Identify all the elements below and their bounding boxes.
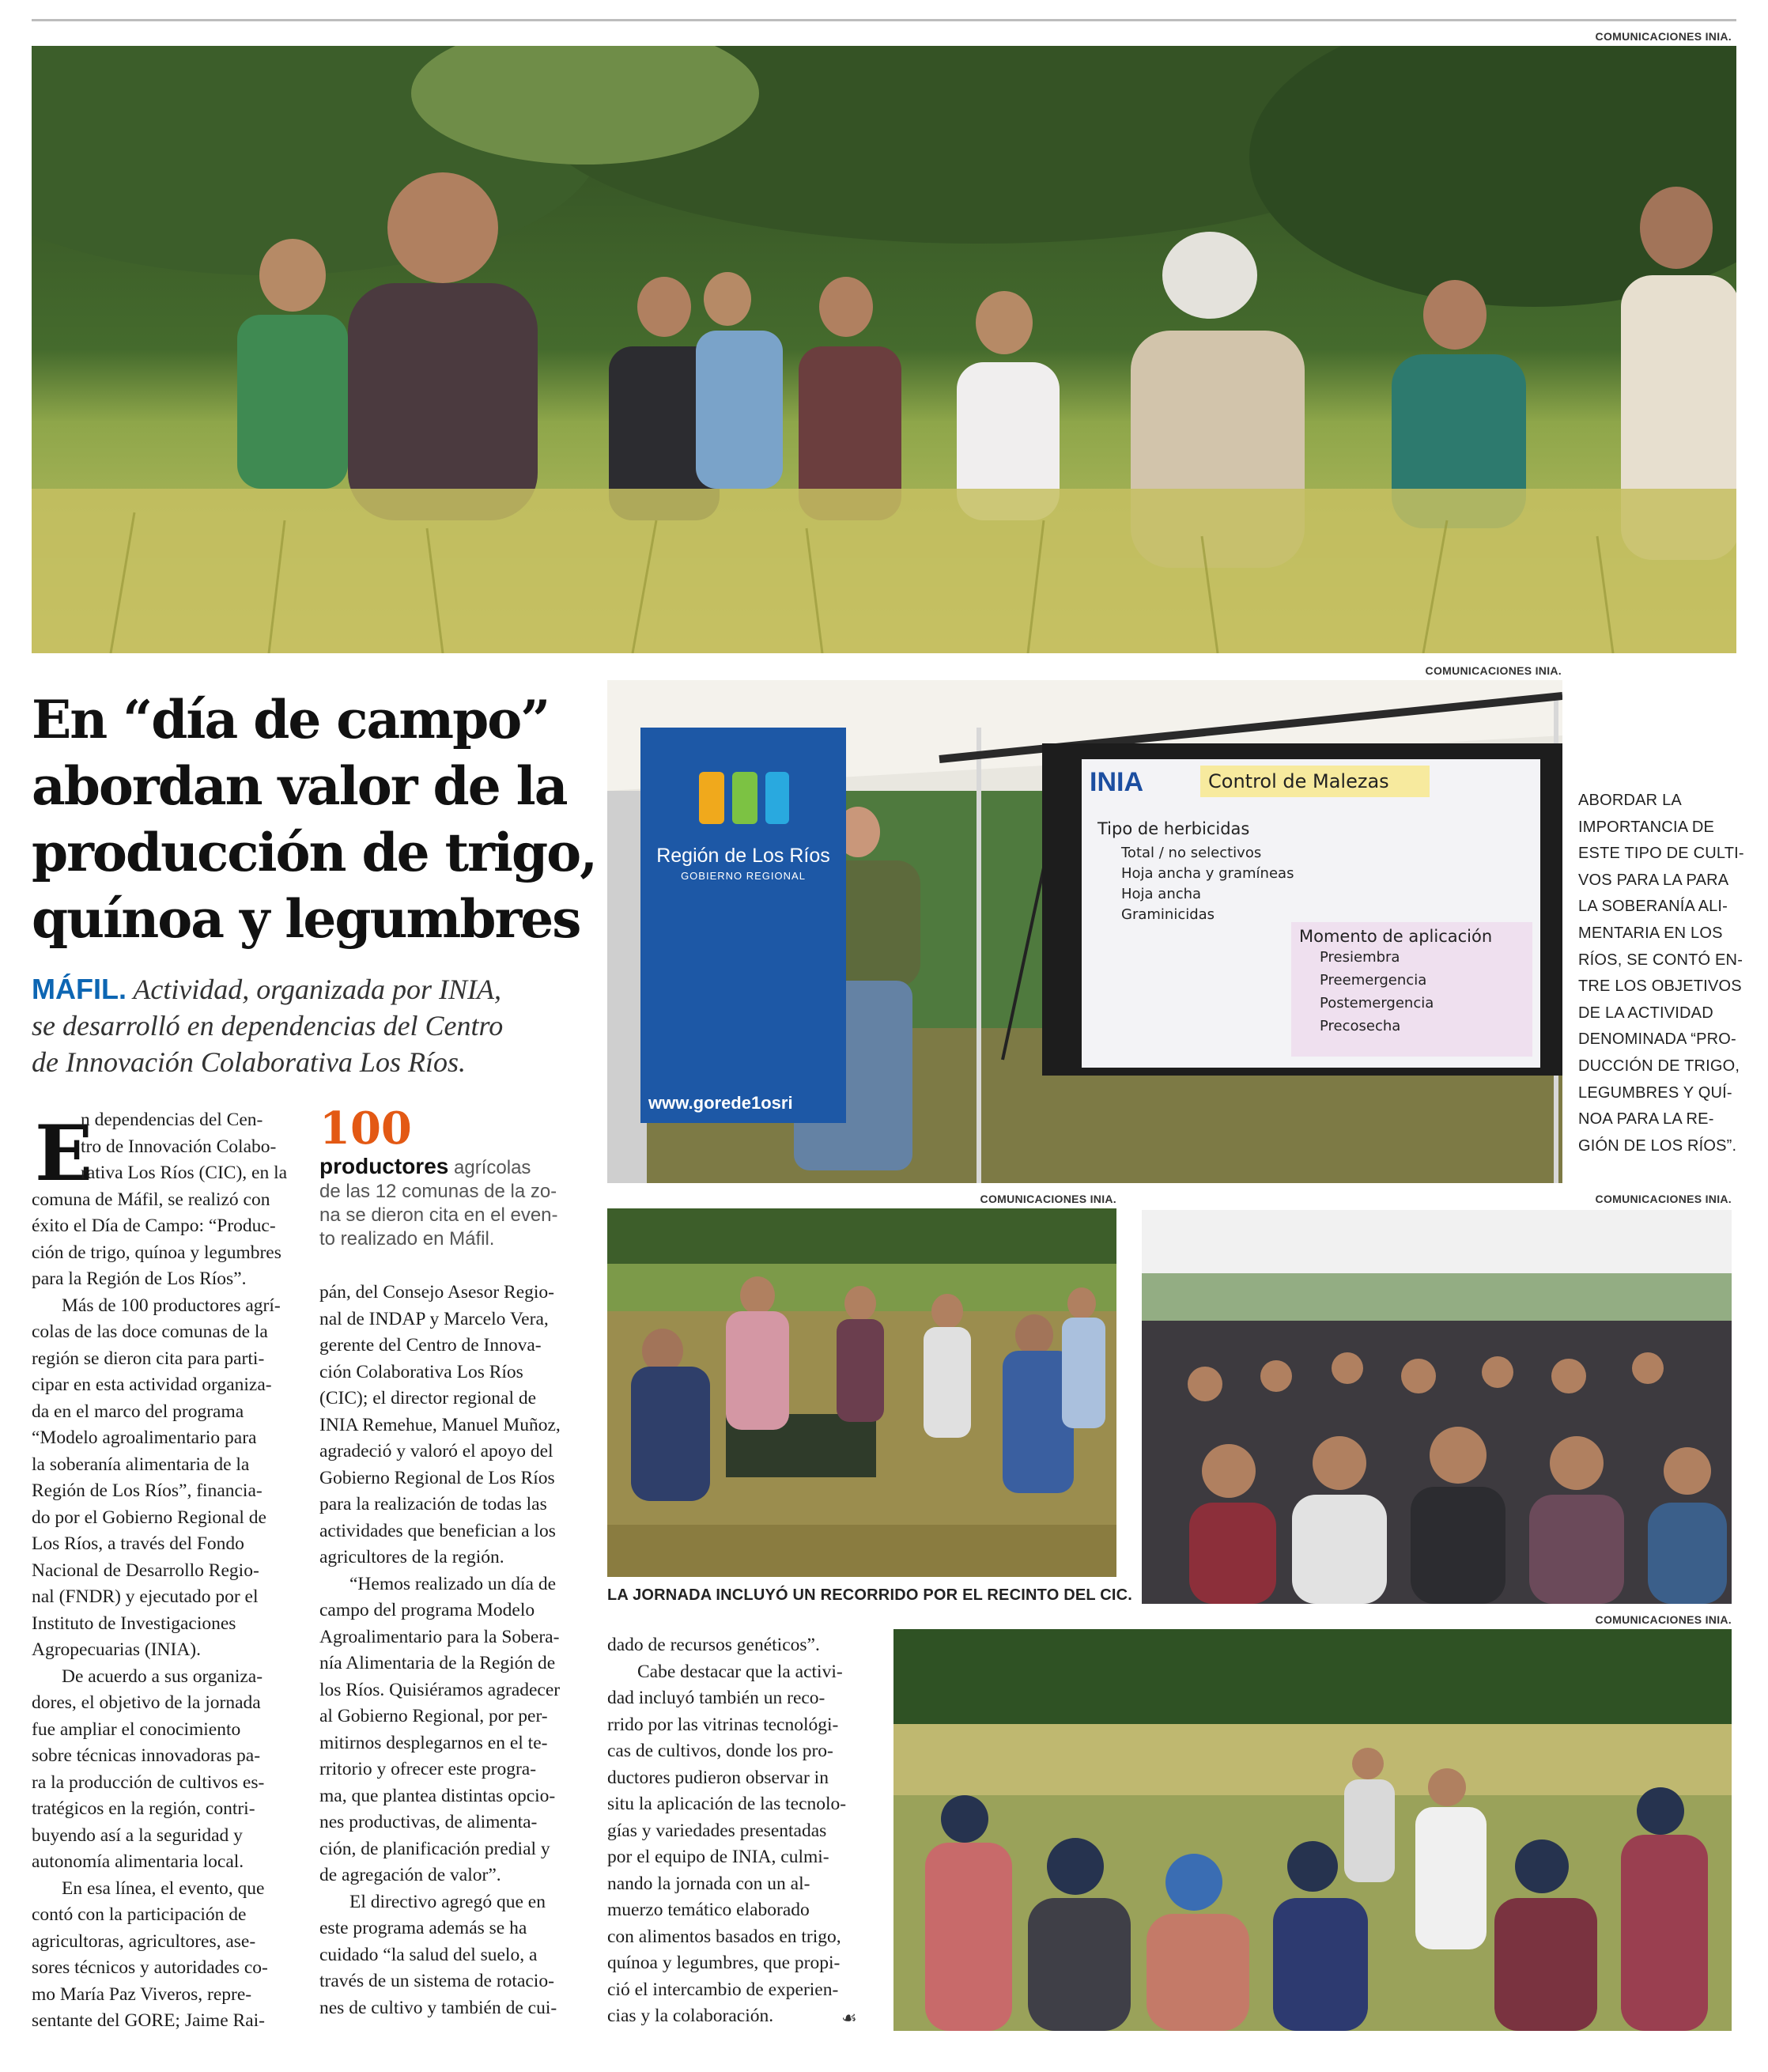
body-line: actividades que benefician a los: [319, 1520, 556, 1541]
body-line: nes de cultivo y también de cui-: [319, 1997, 557, 2018]
body-line: campo del programa Modelo: [319, 1600, 535, 1620]
photo-credit-field: COMUNICACIONES INIA.: [980, 1193, 1116, 1205]
body-line: región se dieron cita para parti-: [32, 1348, 265, 1369]
stat-line: na se dieron cita en el even-: [319, 1204, 558, 1226]
projection-screen: [1042, 743, 1562, 1076]
headline-line: abordan valor de la: [32, 755, 567, 817]
caption-line: LEGUMBRES Y QUÍ-: [1578, 1083, 1732, 1102]
body-line: ció el intercambio de experien-: [607, 1979, 839, 2000]
body-line: sobre técnicas innovadoras pa-: [32, 1745, 261, 1766]
body-line: con alimentos basados en trigo,: [607, 1926, 841, 1947]
slide-sublist: [1121, 843, 1294, 925]
body-line: quínoa y legumbres, que propi-: [607, 1953, 841, 1973]
stat-line: agrícolas: [454, 1157, 531, 1178]
body-line: rritorio y ofrecer este progra-: [319, 1759, 537, 1779]
tent-audience-photo: [1142, 1210, 1732, 1604]
slide-bullet: Momento de aplicación: [1299, 927, 1493, 946]
body-line: Más de 100 productores agrí-: [62, 1295, 281, 1316]
body-line: INIA Remehue, Manuel Muñoz,: [319, 1414, 561, 1435]
slide-sublist: [1291, 946, 1532, 1038]
field-visit-photo: [32, 46, 1736, 653]
body-line: nal (FNDR) y ejecutado por el: [32, 1586, 259, 1607]
headline-line: quínoa y legumbres: [32, 888, 580, 950]
caption-line: NOA PARA LA RE-: [1578, 1110, 1714, 1129]
stat-number: 100: [319, 1102, 412, 1155]
caption-line: LA SOBERANÍA ALI-: [1578, 898, 1728, 916]
top-rule: [32, 19, 1736, 21]
body-line: tratégicos en la región, contri-: [32, 1798, 255, 1819]
headline-line: producción de trigo,: [32, 822, 597, 883]
body-line: ra la producción de cultivos es-: [32, 1771, 265, 1793]
headline: [32, 686, 597, 952]
body-line: muerzo temático elaborado: [607, 1900, 810, 1920]
slide-bullet: Tipo de herbicidas: [1097, 819, 1250, 838]
photo-caption: LA JORNADA INCLUYÓ UN RECORRIDO POR EL RECINTO DEL CIC.: [607, 1586, 1133, 1604]
body-line: través de un sistema de rotacio-: [319, 1971, 554, 1991]
body-line: ción de trigo, quínoa y legumbres: [32, 1242, 281, 1263]
photo-credit-bottom: COMUNICACIONES INIA.: [1595, 1613, 1732, 1626]
slide-subitem: Postemergencia: [1320, 995, 1434, 1011]
body-line: mo María Paz Viveros, repre-: [32, 1983, 252, 2005]
caption-line: ESTE TIPO DE CULTI-: [1578, 845, 1744, 863]
body-line: Gobierno Regional de Los Ríos: [319, 1467, 555, 1488]
body-line: En esa línea, el evento, que: [62, 1877, 265, 1899]
stat-text: [319, 1155, 580, 1251]
banner-web: www.gorede1osri: [648, 1093, 793, 1113]
body-line: para la realización de todas las: [319, 1494, 547, 1514]
slide-subitem: Total / no selectivos: [1121, 845, 1262, 861]
body-line: ción, de planificación predial y: [319, 1838, 550, 1859]
article-column-2: [319, 1280, 585, 2021]
body-line: rrido por las vitrinas tecnológi-: [607, 1714, 839, 1735]
banner-subtitle: GOBIERNO REGIONAL: [681, 870, 806, 882]
body-line: comuna de Máfil, se realizó con: [32, 1189, 270, 1210]
body-line: gías y variedades presentadas: [607, 1820, 827, 1841]
body-line: Cabe destacar que la activi-: [637, 1661, 843, 1682]
body-line: “Modelo agroalimentario para: [32, 1427, 257, 1448]
body-line: n dependencias del Cen-: [81, 1110, 263, 1130]
caption-line: IMPORTANCIA DE: [1578, 818, 1715, 836]
body-line: cipar en esta actividad organiza-: [32, 1374, 272, 1395]
body-line: nando la jornada con un al-: [607, 1873, 810, 1894]
body-line: Nacional de Desarrollo Regio-: [32, 1560, 259, 1581]
slide-box: [1291, 922, 1532, 1057]
body-line: contó con la participación de: [32, 1904, 247, 1925]
photo-credit-top: COMUNICACIONES INIA.: [1595, 30, 1732, 43]
caption-line: ABORDAR LA: [1578, 792, 1682, 809]
body-line: nía Alimentaria de la Región de: [319, 1653, 556, 1673]
body-line: cuidado “la salud del suelo, a: [319, 1944, 538, 1965]
body-line: colas de las doce comunas de la: [32, 1321, 268, 1342]
slide-subitem: Precosecha: [1320, 1018, 1401, 1034]
slide-subitem: Preemergencia: [1320, 972, 1427, 989]
region-banner: [640, 728, 846, 1123]
caption-line: RÍOS, SE CONTÓ EN-: [1578, 951, 1743, 969]
body-line: rativa Los Ríos (CIC), en la: [81, 1163, 288, 1183]
caption-line: VOS PARA LA PARA: [1578, 871, 1729, 889]
field-tour-photo: [607, 1208, 1116, 1577]
body-line: por el equipo de INIA, culmi-: [607, 1847, 829, 1867]
body-line: mitirnos desplegarnos en el te-: [319, 1732, 548, 1753]
caption-line: TRE LOS OBJETIVOS: [1578, 977, 1742, 996]
body-line: éxito el Día de Campo: “Produc-: [32, 1216, 276, 1236]
presentation-photo: [607, 680, 1562, 1183]
caption-line: DE LA ACTIVIDAD: [1578, 1004, 1713, 1022]
photo-credit-presentation: COMUNICACIONES INIA.: [1425, 664, 1562, 677]
body-line: sentante del GORE; Jaime Rai-: [32, 2010, 265, 2031]
body-line: “Hemos realizado un día de: [349, 1573, 557, 1594]
slide: [1082, 759, 1540, 1068]
body-line: cias y la colaboración.: [607, 2006, 774, 2026]
body-line: para la Región de Los Ríos”.: [32, 1269, 247, 1289]
lede: [32, 971, 577, 1080]
caption-line: DUCCIÓN DE TRIGO,: [1578, 1057, 1740, 1075]
photo-credit-tent: COMUNICACIONES INIA.: [1595, 1193, 1732, 1205]
body-line: de agregación de valor”.: [319, 1865, 501, 1885]
body-line: dores, el objetivo de la jornada: [32, 1692, 261, 1713]
crop-demo-photo: [893, 1629, 1732, 2031]
side-caption: [1578, 788, 1744, 1159]
slide-subitem: Hoja ancha: [1121, 886, 1202, 902]
body-line: do por el Gobierno Regional de: [32, 1507, 266, 1528]
body-line: nal de INDAP y Marcelo Vera,: [319, 1308, 549, 1329]
slide-logo: INIA: [1090, 767, 1143, 797]
article-column-3: [607, 1632, 873, 2030]
body-line: dad incluyó también un reco-: [607, 1688, 825, 1708]
caption-line: DENOMINADA “PRO-: [1578, 1030, 1736, 1049]
stat-bold: productores: [319, 1154, 449, 1178]
drop-cap: E: [35, 1109, 93, 1198]
body-line: buyendo así a la seguridad y: [32, 1824, 243, 1846]
body-line: pán, del Consejo Asesor Regio-: [319, 1282, 554, 1303]
body-line: agradeció y valoró el apoyo del: [319, 1441, 553, 1461]
body-line: este programa además se ha: [319, 1918, 527, 1938]
body-line: al Gobierno Regional, por per-: [319, 1706, 548, 1726]
body-line: Agropecuarias (INIA).: [32, 1639, 202, 1660]
body-line: (CIC); el director regional de: [319, 1388, 537, 1408]
body-line: autonomía alimentaria local.: [32, 1851, 244, 1872]
body-line: agricultoras, agricultores, ase-: [32, 1930, 256, 1952]
lede-place: MÁFIL.: [32, 973, 127, 1005]
caption-line: GIÓN DE LOS RÍOS”.: [1578, 1136, 1737, 1155]
body-line: tro de Innovación Colabo-: [81, 1136, 277, 1157]
slide-subitem: Presiembra: [1320, 949, 1400, 966]
lede-line: de Innovación Colaborativa Los Ríos.: [32, 1046, 466, 1078]
body-line: ma, que plantea distintas opcio-: [319, 1785, 556, 1806]
body-line: da en el marco del programa: [32, 1401, 244, 1422]
body-line: dado de recursos genéticos”.: [607, 1635, 820, 1655]
body-line: situ la aplicación de las tecnolo-: [607, 1794, 847, 1814]
lede-line: se desarrolló en dependencias del Centro: [32, 1010, 504, 1042]
body-line: Agroalimentario para la Sobera-: [319, 1626, 560, 1647]
body-line: la soberanía alimentaria de la: [32, 1454, 250, 1475]
banner-title: Región de Los Ríos: [656, 845, 830, 867]
body-line: agricultores de la región.: [319, 1547, 504, 1567]
body-line: El directivo agregó que en: [349, 1891, 546, 1912]
body-line: fue ampliar el conocimiento: [32, 1718, 241, 1740]
body-line: Los Ríos, a través del Fondo: [32, 1533, 244, 1554]
stat-line: de las 12 comunas de la zo-: [319, 1181, 557, 1202]
body-line: cas de cultivos, donde los pro-: [607, 1741, 833, 1761]
end-mark-icon: ☙: [841, 2009, 857, 2029]
body-line: ción Colaborativa Los Ríos: [319, 1361, 523, 1382]
body-line: sores técnicos y autoridades co-: [32, 1957, 268, 1978]
stat-line: to realizado en Máfil.: [319, 1228, 495, 1250]
slide-subitem: Graminicidas: [1121, 906, 1215, 923]
body-line: De acuerdo a sus organiza-: [62, 1666, 263, 1687]
body-line: gerente del Centro de Innova-: [319, 1335, 542, 1355]
article-column-1: [32, 1107, 293, 2035]
region-logo-icon: [697, 767, 791, 830]
body-line: nes productivas, de alimenta-: [319, 1812, 538, 1832]
slide-title: Control de Malezas: [1200, 766, 1430, 797]
body-line: los Ríos. Quisiéramos agradecer: [319, 1679, 561, 1700]
body-line: ductores pudieron observar in: [607, 1767, 829, 1788]
lede-line: Actividad, organizada por INIA,: [133, 974, 501, 1005]
caption-line: MENTARIA EN LOS: [1578, 924, 1723, 942]
body-line: Instituto de Investigaciones: [32, 1613, 236, 1634]
headline-line: En “día de campo”: [32, 689, 550, 751]
body-line: Región de Los Ríos”, financia-: [32, 1480, 263, 1501]
slide-subitem: Hoja ancha y gramíneas: [1121, 865, 1294, 882]
